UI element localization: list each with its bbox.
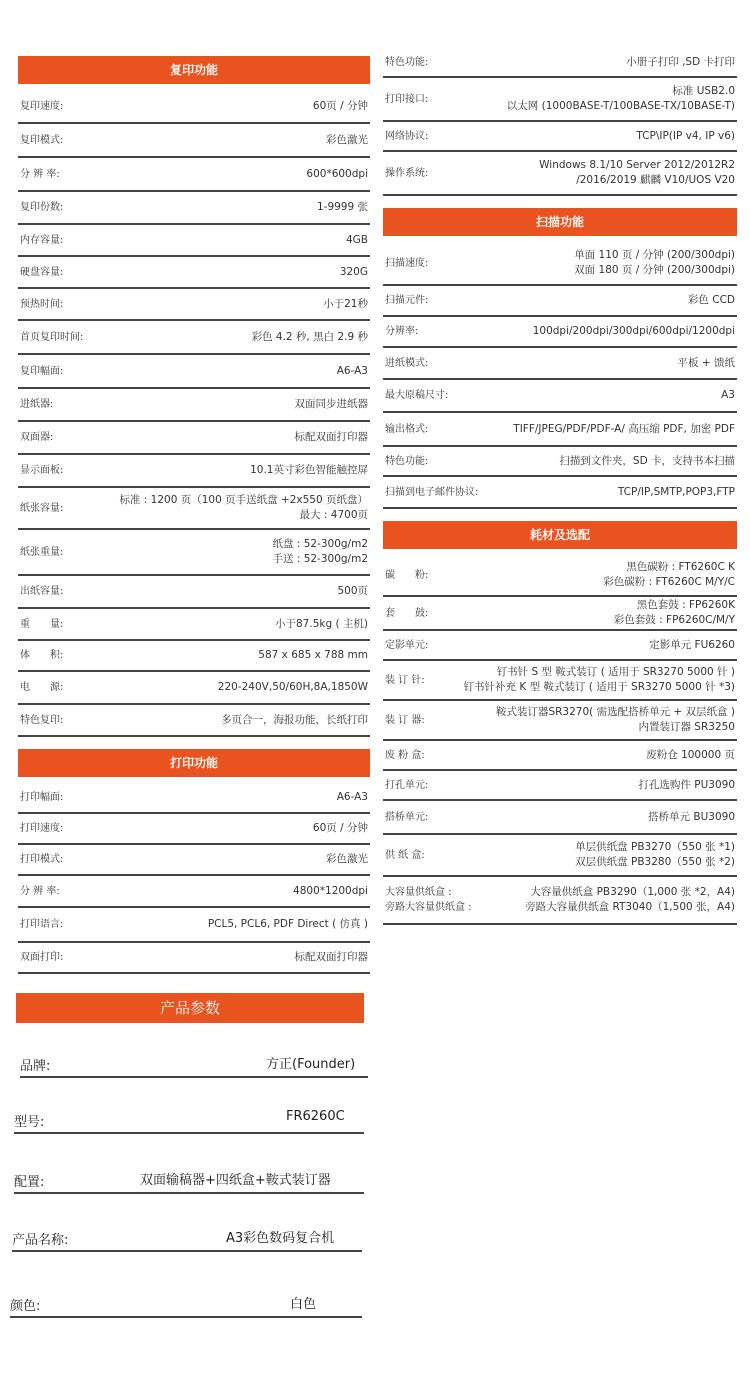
spec-label: 硬盘容量: (20, 266, 64, 278)
spec-row (383, 48, 737, 78)
spec-row (18, 422, 370, 455)
param-value: FR6260C (286, 1109, 345, 1124)
spec-value: A6-A3 (336, 364, 368, 377)
spec-value: 320G (339, 265, 368, 278)
spec-row (383, 152, 737, 196)
param-value: 白色 (290, 1297, 317, 1312)
spec-row (383, 877, 737, 925)
spec-value: 扫描到文件夹，SD 卡，支持书本扫描 (559, 454, 735, 467)
spec-label: 分 辨 率: (20, 885, 60, 897)
spec-row (18, 783, 370, 814)
spec-value: 60页 / 分钟 (312, 99, 368, 112)
spec-row (383, 242, 737, 286)
spec-row (18, 641, 370, 672)
spec-value: 多页合一，海报功能，长纸打印 (221, 713, 368, 726)
spec-label: 最大原稿尺寸: (385, 390, 449, 401)
spec-row (18, 321, 370, 355)
spec-label: 分 辨 率: (20, 168, 60, 180)
spec-value: 60页 / 分钟 (312, 822, 368, 834)
spec-label: 打印幅面: (20, 792, 64, 803)
param-label: 型号: (14, 1115, 45, 1130)
spec-value: 100dpi/200dpi/300dpi/600dpi/1200dpi (532, 325, 735, 337)
spec-row (18, 876, 370, 908)
spec-label: 进纸器: (20, 399, 54, 410)
spec-label: 进纸模式: (385, 357, 429, 369)
spec-value: 彩色激光 (326, 853, 368, 865)
spec-row (18, 814, 370, 845)
spec-value: A3 (721, 389, 735, 401)
spec-value: 搭桥单元 BU3090 (648, 810, 735, 823)
spec-value: 小于87.5kg ( 主机) (275, 617, 368, 630)
scan-section-header: 扫描功能 (383, 208, 737, 236)
spec-label: 定影单元: (385, 639, 429, 651)
spec-row (383, 447, 737, 477)
spec-row (18, 389, 370, 422)
spec-row (18, 705, 370, 737)
spec-label: 分辨率: (385, 326, 419, 337)
spec-row (18, 355, 370, 389)
spec-value: 标准 : 1200 页（100 页手送纸盘 +2x550 页纸盘） 最大 : 4700页 (119, 494, 368, 521)
spec-row (383, 122, 737, 152)
spec-label: 打印速度: (20, 823, 64, 834)
param-value: 双面输稿器+四纸盒+鞍式装订器 (140, 1173, 331, 1188)
spec-row (18, 257, 370, 289)
spec-value: 220-240V,50/60H,8A,1850W (217, 681, 368, 693)
spec-row (18, 488, 370, 530)
spec-row (383, 701, 737, 741)
spec-value: 彩色 4.2 秒, 黑白 2.9 秒 (251, 330, 368, 343)
spec-value: 1-9999 张 (316, 201, 368, 213)
copy-section-header: 复印功能 (18, 56, 370, 84)
spec-label: 复印幅面: (20, 365, 64, 377)
print-section-header: 打印功能 (18, 749, 370, 777)
spec-label: 扫描速度: (385, 257, 429, 269)
spec-value: 纸盘 : 52-300g/m2 手送 : 52-300g/m2 (272, 538, 368, 565)
spec-value: 打孔选购件 PU3090 (638, 778, 735, 791)
spec-value: 4800*1200dpi (293, 884, 368, 897)
param-row (14, 1110, 364, 1134)
spec-row (383, 380, 737, 413)
spec-label: 出纸容量: (20, 586, 64, 597)
spec-label: 特色功能: (385, 455, 429, 467)
spec-row (383, 835, 737, 877)
spec-row (18, 124, 370, 158)
spec-row (18, 672, 370, 705)
spec-value: PCL5, PCL6, PDF Direct ( 仿真 ) (207, 918, 368, 930)
param-value: A3彩色数码复合机 (226, 1231, 335, 1246)
spec-row (383, 286, 737, 317)
spec-label: 特色复印: (20, 714, 64, 726)
spec-label: 纸张容量: (20, 502, 64, 514)
spec-value: Windows 8.1/10 Server 2012/2012R2 /2016/2019 麒麟 V10/UOS V20 (539, 159, 735, 186)
spec-value: 双面同步进纸器 (294, 398, 368, 410)
print-extra-rows (383, 48, 737, 196)
spec-label: 电 源: (20, 682, 64, 693)
spec-row (383, 801, 737, 835)
spec-label: 碳 粉: (385, 569, 429, 581)
spec-row (383, 597, 737, 631)
spec-row (18, 455, 370, 488)
param-label: 品牌: (20, 1059, 51, 1074)
spec-value: A6-A3 (336, 791, 368, 803)
spec-row (18, 908, 370, 943)
spec-value: 标配双面打印器 (294, 431, 368, 443)
spec-row (18, 192, 370, 225)
spec-row (383, 771, 737, 801)
spec-label: 双面器: (20, 432, 54, 443)
spec-label: 网络协议: (385, 130, 429, 142)
spec-value: 黑色套鼓 : FP6260K 彩色套鼓 : FP6260C/M/Y (613, 599, 735, 626)
spec-row (18, 530, 370, 576)
spec-value: TCP\IP(IP v4, IP v6) (636, 129, 735, 142)
spec-label: 纸张重量: (20, 546, 64, 558)
spec-label: 废 粉 盒: (385, 749, 425, 761)
spec-label: 首页复印时间: (20, 331, 84, 343)
spec-row (18, 158, 370, 192)
spec-label: 双面打印: (20, 952, 64, 963)
spec-label: 复印份数: (20, 202, 64, 213)
param-label: 配置: (14, 1175, 45, 1190)
spec-row (18, 845, 370, 876)
spec-value: 单层供纸盘 PB3270（550 张 *1) 双层供纸盘 PB3280（550 张 *2) (575, 841, 735, 868)
spec-row (383, 555, 737, 597)
spec-row (18, 90, 370, 124)
left-column (18, 56, 370, 974)
spec-row (383, 661, 737, 701)
spec-value: 587 x 685 x 788 mm (258, 649, 368, 661)
spec-label: 内存容量: (20, 234, 64, 246)
spec-row (18, 576, 370, 609)
spec-value: 黑色碳粉 : FT6260C K 彩色碳粉 : FT6260C M/Y/C (603, 561, 735, 588)
spec-row (18, 289, 370, 321)
spec-label: 打孔单元: (385, 779, 429, 791)
spec-label: 打印接口: (385, 93, 429, 105)
spec-label: 搭桥单元: (385, 811, 429, 823)
spec-label: 操作系统: (385, 167, 429, 179)
print-rows (18, 783, 370, 974)
spec-row (18, 609, 370, 641)
spec-value: 定影单元 FU6260 (649, 638, 735, 651)
spec-value: 10.1英寸彩色智能触控屏 (250, 464, 368, 476)
spec-value: 平板 + 馈纸 (677, 356, 735, 369)
param-label: 产品名称: (12, 1233, 69, 1248)
spec-value: TIFF/JPEG/PDF/PDF-A/ 高压缩 PDF, 加密 PDF (513, 422, 735, 435)
spec-value: 大容量供纸盒 PB3290（1,000 张 *2，A4) 旁路大容量供纸盒 RT3040（1,500 张，A4) (525, 886, 735, 913)
spec-row (383, 348, 737, 380)
spec-row (383, 413, 737, 447)
right-column (383, 48, 737, 925)
spec-label: 大容量供纸盒 : 旁路大容量供纸盒 : (385, 887, 472, 913)
consumables-section-header: 耗材及选配 (383, 521, 737, 549)
spec-label: 特色功能: (385, 56, 429, 68)
spec-value: 600*600dpi (306, 167, 368, 180)
spec-value: TCP/IP,SMTP,POP3,FTP (617, 485, 735, 498)
spec-row (383, 741, 737, 771)
spec-label: 体 积: (20, 650, 64, 661)
param-row (12, 1228, 362, 1252)
spec-value: 钉书针 S 型 鞍式装订 ( 适用于 SR3270 5000 针 ) 钉书针补充 K 型 鞍式装订 ( 适用于 SR3270 5000 针 *3) (463, 666, 735, 693)
spec-value: 鞍式装订器SR3270( 需选配搭桥单元 + 双层纸盒 ) 内置装订器 SR3250 (495, 706, 735, 733)
spec-label: 装 订 器: (385, 714, 425, 726)
spec-label: 复印模式: (20, 134, 64, 146)
spec-row (18, 225, 370, 257)
spec-label: 扫描元件: (385, 295, 429, 306)
spec-value: 废粉仓 100000 页 (646, 748, 735, 761)
params-section-header: 产品参数 (16, 993, 364, 1023)
spec-label: 预热时间: (20, 298, 64, 310)
spec-label: 装 订 针: (385, 674, 425, 686)
spec-label: 复印速度: (20, 100, 64, 112)
param-row (10, 1294, 362, 1318)
spec-label: 重 量: (20, 618, 64, 630)
param-row (14, 1170, 364, 1194)
spec-label: 套 鼓: (385, 607, 429, 619)
param-label: 颜色: (10, 1299, 41, 1314)
spec-label: 打印模式: (20, 854, 64, 865)
spec-value: 彩色激光 (326, 133, 368, 146)
spec-row (18, 943, 370, 974)
spec-row (383, 477, 737, 509)
spec-value: 彩色 CCD (687, 294, 735, 306)
spec-label: 供 纸 盒: (385, 849, 425, 861)
spec-label: 输出格式: (385, 423, 429, 435)
spec-row (383, 631, 737, 661)
param-row (20, 1054, 368, 1078)
spec-row (383, 78, 737, 122)
spec-label: 扫描到电子邮件协议: (385, 486, 479, 498)
spec-value: 4GB (345, 233, 368, 246)
spec-value: 500页 (337, 585, 368, 597)
consumables-rows (383, 555, 737, 925)
spec-row (383, 317, 737, 348)
spec-value: 小册子打印 ,SD 卡打印 (626, 55, 735, 68)
param-value: 方正(Founder) (266, 1057, 356, 1072)
spec-label: 显示面板: (20, 465, 64, 476)
spec-value: 标配双面打印器 (294, 951, 368, 963)
spec-value: 单面 110 页 / 分钟 (200/300dpi) 双面 180 页 / 分钟 (200/300dpi) (574, 249, 735, 276)
scan-rows (383, 242, 737, 509)
spec-value: 标准 USB2.0 以太网 (1000BASE-T/100BASE-TX/10BASE-T) (506, 85, 735, 112)
copy-rows (18, 90, 370, 737)
spec-label: 打印语言: (20, 919, 64, 930)
spec-value: 小于21秒 (323, 297, 368, 310)
